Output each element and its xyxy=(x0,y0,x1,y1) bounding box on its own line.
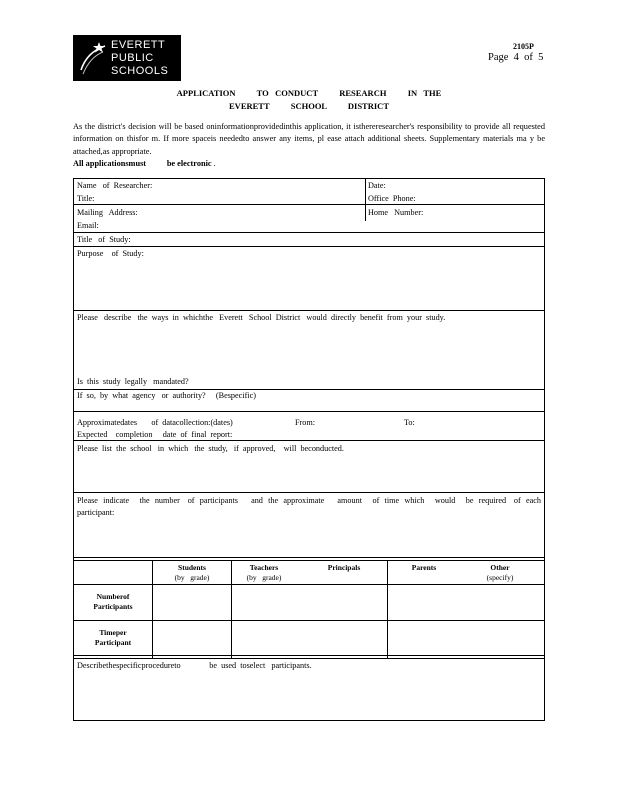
col-teachers-title: Teachers xyxy=(249,563,279,572)
researcher-name-field[interactable]: Name of Researcher: xyxy=(77,181,153,190)
parents-other-time-cell[interactable] xyxy=(389,622,544,654)
legally-mandated-field[interactable]: Is this study legally mandated? xyxy=(77,377,189,386)
email-field[interactable]: Email: xyxy=(77,221,99,230)
collection-dates-field[interactable]: Approximatedates of datacollection:(dates) xyxy=(77,418,233,427)
divider xyxy=(74,492,544,493)
col-parents-header: Parents xyxy=(411,563,437,572)
divider xyxy=(74,411,544,412)
staff-time-cell[interactable] xyxy=(233,622,386,654)
from-date-field[interactable]: From: xyxy=(295,418,316,427)
schools-field[interactable]: Please list the school in which the study, if approved, will beconducted. xyxy=(77,444,344,453)
table-column-divider xyxy=(231,560,232,658)
office-phone-field[interactable]: Office Phone: xyxy=(368,194,416,203)
table-column-divider xyxy=(387,560,388,658)
row-time-line-1: Timeper xyxy=(99,628,127,637)
divider xyxy=(74,246,544,247)
to-date-field[interactable]: To: xyxy=(404,418,415,427)
divider xyxy=(74,440,544,441)
purpose-field[interactable]: Purpose of Study: xyxy=(77,249,144,258)
study-title-field[interactable]: Title of Study: xyxy=(77,235,131,244)
document-title-line-1: APPLICATION TO CONDUCT RESEARCH IN THE xyxy=(176,88,442,98)
logo-line-3: SCHOOLS xyxy=(111,65,169,77)
selection-procedure-field[interactable]: Describethespecificprocedureto be used toselect participants. xyxy=(77,661,312,670)
divider xyxy=(74,204,544,205)
col-other-sub: (specify) xyxy=(486,573,514,582)
table-column-divider xyxy=(152,560,153,658)
col-other-title: Other xyxy=(490,563,510,572)
completion-date-field[interactable]: Expected completion date of final report: xyxy=(77,430,233,439)
form-number: 2105P xyxy=(513,42,534,51)
date-field[interactable]: Date: xyxy=(368,181,386,190)
students-time-cell[interactable] xyxy=(154,622,230,654)
col-students-sub: (by grade) xyxy=(174,573,210,582)
divider xyxy=(74,389,544,390)
agency-field[interactable]: If so, by what agency or authority? (Bespecific) xyxy=(77,391,256,400)
home-number-field[interactable]: Home Number: xyxy=(368,208,424,217)
district-benefit-field[interactable]: Please describe the ways in whichthe Everett School District would directly benefit from your study. xyxy=(77,313,446,322)
swoosh-star-icon xyxy=(79,40,107,76)
divider xyxy=(74,620,544,621)
title-field[interactable]: Title: xyxy=(77,194,95,203)
col-students-title: Students xyxy=(178,563,206,572)
col-other-header xyxy=(472,563,528,583)
divider xyxy=(74,557,544,558)
intro-paragraph xyxy=(73,121,545,170)
divider xyxy=(74,310,544,311)
students-number-cell[interactable] xyxy=(154,586,230,619)
staff-number-cell[interactable] xyxy=(233,586,386,619)
intro-bold-note: All applicationsmust be electronic xyxy=(73,158,212,168)
divider xyxy=(74,655,544,656)
participants-field[interactable]: Please indicate the number of participants and the approximate amount of time which would be required of each participant: xyxy=(77,496,546,517)
divider xyxy=(74,658,544,659)
intro-text: As the district's decision will be based oninformationprovidedinthis application, it isthereresearcher's responsibility to provide all requested information on thisfor m. If more spaceis neededto answer any items, pl ease attach additional sheets. Supplementary materials ma y be attached,as appropriate. xyxy=(73,122,545,156)
district-logo xyxy=(73,35,181,81)
parents-other-number-cell[interactable] xyxy=(389,586,544,619)
application-form xyxy=(73,178,545,721)
col-teachers-sub: (by grade) xyxy=(246,573,282,582)
col-students-header xyxy=(154,563,230,583)
row-number-participants xyxy=(74,592,152,612)
row-time-participant xyxy=(74,628,152,648)
divider xyxy=(74,584,544,585)
col-teachers-header xyxy=(234,563,294,583)
divider xyxy=(74,232,544,233)
row-time-line-2: Participant xyxy=(94,638,132,647)
document-title-line-2: EVERETT SCHOOL DISTRICT xyxy=(229,101,389,111)
row-number-line-2: Participants xyxy=(93,602,133,611)
logo-line-1: EVERETT xyxy=(111,39,166,51)
intro-tail: . xyxy=(213,158,216,168)
divider xyxy=(74,560,544,561)
row-number-line-1: Numberof xyxy=(96,592,130,601)
mailing-address-field[interactable]: Mailing Address: xyxy=(77,208,138,217)
column-divider xyxy=(365,179,366,221)
col-principals-header: Principals xyxy=(327,563,361,572)
logo-line-2: PUBLIC xyxy=(111,52,154,64)
page-number: Page 4 of 5 xyxy=(488,52,544,63)
